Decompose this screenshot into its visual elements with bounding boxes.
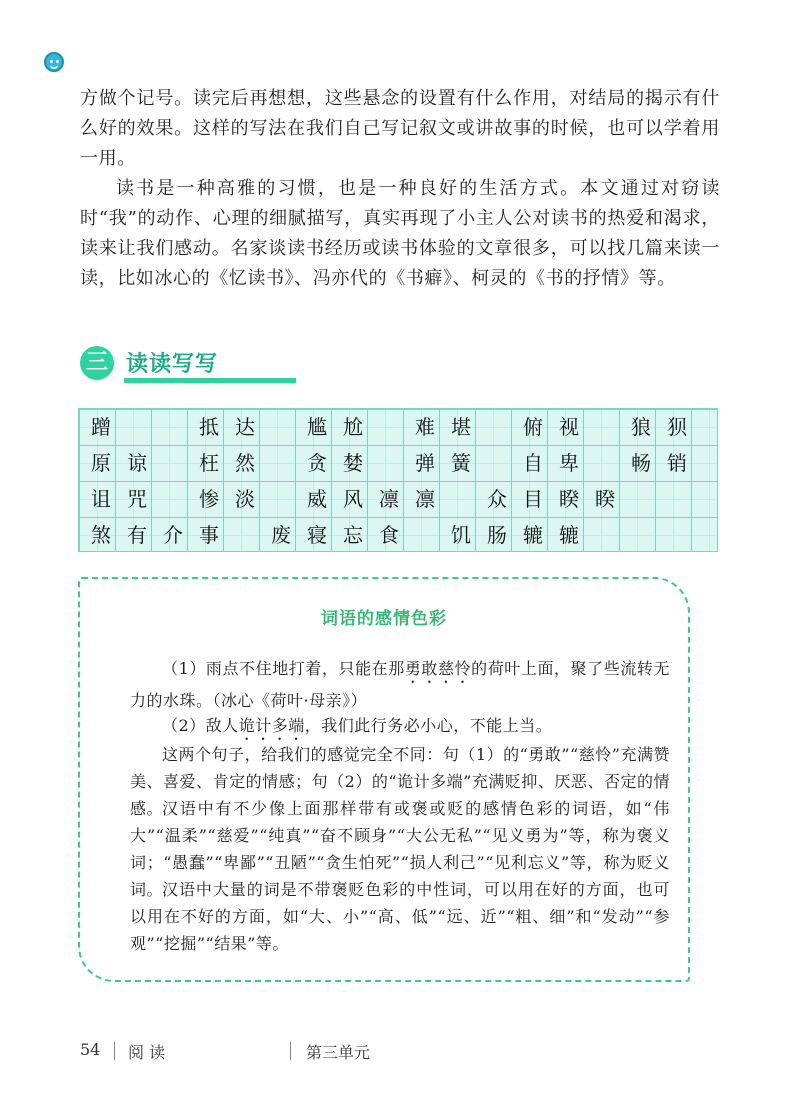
example-1-rest: 的荷叶上面，聚了些流转无力的水珠。（冰心《荷叶·母亲》）	[130, 659, 670, 710]
word-char: 诅	[91, 487, 111, 511]
word-char: 卑	[559, 451, 579, 475]
explanation-2: 汉语中有不少像上面那样带有或褒或贬的感情色彩的词语，如“伟大”“温柔”“慈爱”“纯真”“奋不顾身”“大公无私”“见义勇为”等，称为褒义词；“愚蠢”“卑鄙”“丑陋”“贪生怕死”“损人利己”“见利忘义”等，称为贬义词。	[130, 799, 670, 899]
paragraph-2: 读书是一种高雅的习惯，也是一种良好的生活方式。本文通过对窃读时“我”的动作、心理的细腻描写，真实再现了小主人公对读书的热爱和渴求，读来让我们感动。名家谈读书经历或读书体验的文章很多，可以找几篇来读一读，比如冰心的《忆读书》、冯亦代的《书癖》、柯灵的《书的抒情》等。	[80, 178, 720, 289]
word-char: 食	[379, 523, 399, 547]
word-char: 狼	[631, 415, 651, 439]
explanation-1: 这两个句子，给我们的感觉完全不同：句（1）的“勇敢”“慈怜”充满赞美、喜爱、肯定的情感；句（2）的“诡计多端”充满贬抑、厌恶、否定的情感。	[130, 745, 670, 818]
word-row-4	[79, 517, 719, 553]
word-char: 达	[235, 415, 255, 439]
word-char: 畅	[631, 451, 651, 475]
word-char: 抵	[199, 415, 219, 439]
word-char: 众	[487, 487, 507, 511]
word-char: 尴	[307, 415, 327, 439]
word-char: 然	[235, 451, 255, 475]
word-char: 视	[559, 415, 579, 439]
word-char: 尬	[343, 415, 363, 439]
emphasis-words-1: 勇敢慈怜	[404, 659, 472, 678]
word-char: 事	[199, 523, 219, 547]
word-row-2	[79, 445, 719, 481]
box-title: 词语的感情色彩	[321, 609, 447, 629]
word-char: 煞	[91, 523, 111, 547]
footer-divider	[290, 1042, 291, 1060]
word-char: 俯	[523, 415, 543, 439]
example-1	[130, 655, 670, 714]
footer-section: 阅 读	[128, 1043, 166, 1062]
word-char: 淡	[235, 487, 255, 511]
word-char: 咒	[127, 487, 147, 511]
word-char: 弹	[415, 451, 435, 475]
word-row-3	[79, 481, 719, 517]
word-char: 辘	[523, 523, 543, 547]
section-title: 读读写写	[126, 352, 219, 377]
example-2	[130, 712, 670, 744]
word-char: 难	[415, 415, 435, 439]
word-char: 蹭	[91, 415, 111, 439]
footer-unit: 第三单元	[306, 1043, 371, 1062]
word-char: 饥	[451, 523, 471, 547]
word-char: 销	[667, 451, 687, 475]
page-number: 54	[80, 1040, 101, 1059]
word-char: 凛	[415, 487, 435, 511]
word-char: 威	[307, 487, 327, 511]
word-char: 贪	[307, 451, 327, 475]
word-char: 介	[163, 523, 183, 547]
word-char: 凛	[379, 487, 399, 511]
word-char: 辘	[559, 523, 579, 547]
word-char: 寝	[307, 523, 327, 547]
word-char: 废	[271, 523, 291, 547]
word-char: 狈	[667, 415, 687, 439]
word-char: 谅	[127, 451, 147, 475]
word-char: 目	[523, 487, 543, 511]
word-char: 堪	[451, 415, 471, 439]
word-char: 肠	[487, 523, 507, 547]
word-grid	[78, 408, 718, 552]
word-char: 自	[523, 451, 543, 475]
smiley-icon	[44, 52, 64, 72]
word-char: 有	[127, 523, 147, 547]
emphasis-words-2: 诡计多端	[238, 716, 305, 735]
example-2-text: （2）敌人	[162, 716, 239, 735]
word-char: 婪	[343, 451, 363, 475]
word-char: 枉	[199, 451, 219, 475]
word-char: 睽	[559, 487, 579, 511]
section-underline	[124, 378, 296, 383]
word-char: 簧	[451, 451, 471, 475]
word-char: 睽	[595, 487, 615, 511]
word-char: 原	[91, 451, 111, 475]
section-number-badge: 三	[80, 346, 114, 380]
example-2-rest: ，我们此行务必小心，不能上当。	[304, 716, 553, 735]
paragraph-1: 方做个记号。读完后再想想，这些悬念的设置有什么作用，对结局的揭示有什么好的效果。这样的写法在我们自己写记叙文或讲故事的时候，也可以学着用一用。	[80, 88, 720, 169]
explanation-3: 汉语中大量的词是不带褒贬色彩的中性词，可以用在好的方面，也可以用在不好的方面，如“大、小”“高、低”“远、近”“粗、细”和“发动”“参观”“挖掘”“结果”等。	[130, 880, 670, 953]
word-char: 惨	[199, 487, 219, 511]
word-char: 风	[343, 487, 363, 511]
example-1-text: （1）雨点不住地打着，只能在那	[162, 659, 405, 678]
word-char: 忘	[343, 523, 363, 547]
word-row-1	[79, 409, 719, 445]
footer-divider	[114, 1042, 115, 1060]
